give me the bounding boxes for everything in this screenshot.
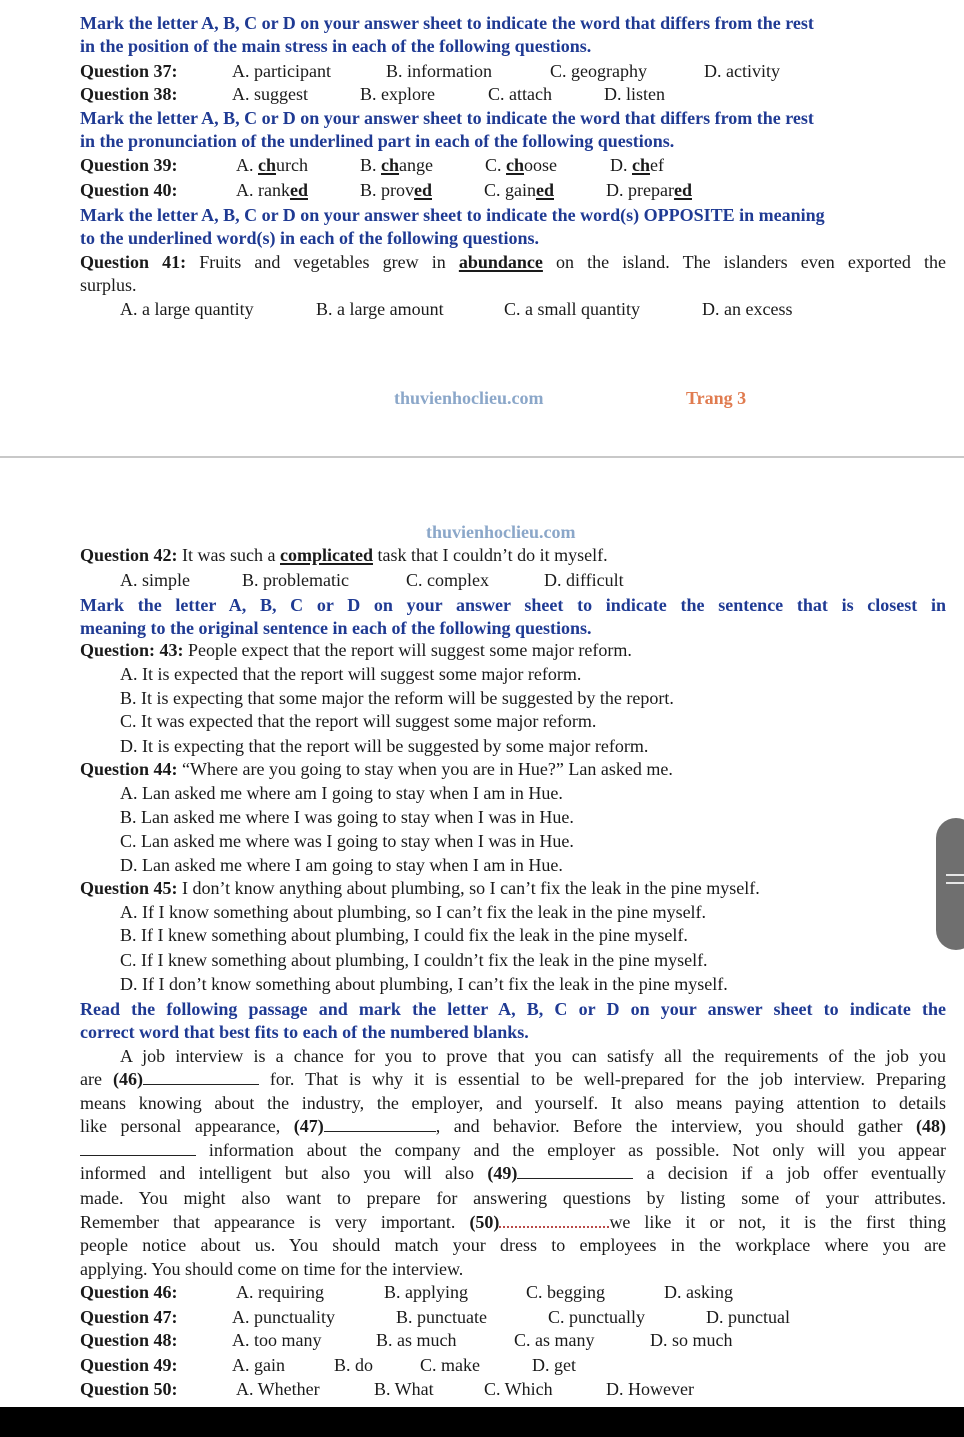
reading-instruction-line1: Read the following passage and mark the letter A, B, C or D on your answer sheet to indicate the: [80, 999, 946, 1019]
question-42-stem: Question 42: It was such a complicated task that I couldn’t do it myself.: [80, 545, 608, 565]
question-48-option-a[interactable]: A. too many: [232, 1330, 322, 1350]
question-41-option-d[interactable]: D. an excess: [702, 299, 793, 319]
underlined-part: ch: [381, 155, 400, 175]
question-41-label: Question 41:: [80, 252, 187, 272]
underlined-word: complicated: [280, 545, 373, 565]
question-46-option-b[interactable]: B. applying: [384, 1282, 468, 1302]
underlined-word: abundance: [458, 252, 543, 272]
question-44-label: Question 44:: [80, 759, 178, 779]
question-37-option-a[interactable]: A. participant: [232, 61, 331, 81]
question-47-option-b[interactable]: B. punctuate: [396, 1307, 487, 1327]
passage-line-4: like personal appearance, (47) , and behavior. Before the interview, you should gather (48): [80, 1116, 946, 1136]
blank-number-47: (47): [293, 1116, 324, 1136]
question-40-option-d[interactable]: D. prepared: [606, 180, 692, 200]
question-37-option-c[interactable]: C. geography: [550, 61, 647, 81]
opposite-instruction-line1: Mark the letter A, B, C or D on your answer sheet to indicate the word(s) OPPOSITE in meaning: [80, 205, 825, 225]
question-42-option-a[interactable]: A. simple: [120, 570, 190, 590]
question-43-option-d[interactable]: D. It is expecting that the report will be suggested by some major reform.: [120, 736, 649, 756]
question-42-label: Question 42:: [80, 545, 178, 565]
blank-50[interactable]: [499, 1212, 609, 1228]
question-41-option-a[interactable]: A. a large quantity: [120, 299, 254, 319]
page-divider: [0, 456, 964, 458]
question-49-option-c[interactable]: C. make: [420, 1355, 480, 1375]
question-45-option-d[interactable]: D. If I don’t know something about plumbing, I can’t fix the leak in the pine myself.: [120, 974, 728, 994]
question-40-option-a[interactable]: A. ranked: [236, 180, 308, 200]
question-42-option-b[interactable]: B. problematic: [242, 570, 349, 590]
question-45-label: Question 45:: [80, 878, 178, 898]
stress-instruction-line1: Mark the letter A, B, C or D on your answer sheet to indicate the word that differs from the rest: [80, 13, 814, 33]
question-45-option-b[interactable]: B. If I knew something about plumbing, I could fix the leak in the pine myself.: [120, 925, 688, 945]
question-50-option-b[interactable]: B. What: [374, 1379, 434, 1399]
question-47-option-a[interactable]: A. punctuality: [232, 1307, 335, 1327]
blank-number-49: (49): [487, 1163, 518, 1183]
question-43-option-c[interactable]: C. It was expected that the report will suggest some major reform.: [120, 711, 597, 731]
passage-line-10: applying. You should come on time for the interview.: [80, 1259, 464, 1279]
question-50-label: Question 50:: [80, 1379, 178, 1399]
question-46-option-c[interactable]: C. begging: [526, 1282, 605, 1302]
underlined-part: ch: [506, 155, 525, 175]
question-39-label: Question 39:: [80, 155, 178, 175]
question-49-option-d[interactable]: D. get: [532, 1355, 576, 1375]
question-50-option-d[interactable]: D. However: [606, 1379, 694, 1399]
question-38-option-d[interactable]: D. listen: [604, 84, 665, 104]
question-44-option-d[interactable]: D. Lan asked me where I am going to stay when I am in Hue.: [120, 855, 563, 875]
question-48-option-b[interactable]: B. as much: [376, 1330, 457, 1350]
question-47-option-d[interactable]: D. punctual: [706, 1307, 790, 1327]
underlined-part: ch: [632, 155, 650, 175]
question-48-option-d[interactable]: D. so much: [650, 1330, 733, 1350]
blank-48[interactable]: [80, 1139, 196, 1156]
question-39-option-d[interactable]: D. chef: [610, 155, 664, 175]
question-47-label: Question 47:: [80, 1307, 178, 1327]
question-49-option-b[interactable]: B. do: [334, 1355, 374, 1375]
passage-line-3: means knowing about the industry, the employer, and yourself. It also means paying attention to details: [80, 1093, 946, 1113]
pronunciation-instruction-line1: Mark the letter A, B, C or D on your answer sheet to indicate the word that differs from the rest: [80, 108, 814, 128]
question-37-label: Question 37:: [80, 61, 178, 81]
header-site: thuvienhoclieu.com: [426, 522, 576, 542]
underlined-part: ch: [258, 155, 276, 175]
pronunciation-instruction-line2: in the pronunciation of the underlined part in each of the following questions.: [80, 131, 675, 151]
question-41-stem: Question 41: Fruits and vegetables grew in abundance on the island. The islanders even exported the: [80, 252, 946, 272]
question-40-option-c[interactable]: C. gained: [484, 180, 554, 200]
question-46-option-a[interactable]: A. requiring: [236, 1282, 324, 1302]
question-45-stem: Question 45: I don’t know anything about plumbing, so I can’t fix the leak in the pine myself.: [80, 878, 760, 898]
blank-number-50: (50): [469, 1212, 500, 1232]
passage-line-2: are (46) for. That is why it is essential to be well-prepared for the job interview. Preparing: [80, 1069, 946, 1089]
handle-grip-line: [946, 874, 964, 876]
passage-line-8: Remember that appearance is very important. (50) we like it or not, it is the first thing: [80, 1212, 946, 1232]
question-41-stem-line2: surplus.: [80, 275, 137, 295]
question-40-label: Question 40:: [80, 180, 178, 200]
question-38-option-b[interactable]: B. explore: [360, 84, 435, 104]
question-38-option-a[interactable]: A. suggest: [232, 84, 308, 104]
question-41-option-b[interactable]: B. a large amount: [316, 299, 444, 319]
passage-line-1: A job interview is a chance for you to prove that you can satisfy all the requirements of the job you: [120, 1046, 946, 1066]
handle-grip-line: [946, 882, 964, 884]
question-46-option-d[interactable]: D. asking: [664, 1282, 733, 1302]
question-45-option-c[interactable]: C. If I knew something about plumbing, I couldn’t fix the leak in the pine myself.: [120, 950, 708, 970]
question-43-stem: Question: 43: People expect that the report will suggest some major reform.: [80, 640, 632, 660]
underlined-part: ed: [536, 180, 554, 200]
closest-instruction-line2: meaning to the original sentence in each of the following questions.: [80, 618, 592, 638]
question-39-option-c[interactable]: C. choose: [485, 155, 558, 175]
closest-instruction-line1: Mark the letter A, B, C or D on your answer sheet to indicate the sentence that is closest in: [80, 595, 946, 615]
question-43-option-a[interactable]: A. It is expected that the report will suggest some major reform.: [120, 664, 582, 684]
passage-line-6: informed and intelligent but also you will also (49) a decision if a job offer eventually: [80, 1163, 947, 1183]
question-44-option-a[interactable]: A. Lan asked me where am I going to stay when I am in Hue.: [120, 783, 563, 803]
footer-page-number: Trang 3: [686, 388, 747, 408]
question-41-option-c[interactable]: C. a small quantity: [504, 299, 640, 319]
question-39-option-b[interactable]: B. change: [360, 155, 433, 175]
reading-instruction-line2: correct word that best fits to each of the numbered blanks.: [80, 1022, 529, 1042]
blank-number-48: (48): [916, 1116, 946, 1136]
question-38-option-c[interactable]: C. attach: [488, 84, 552, 104]
side-drawer-handle[interactable]: [936, 818, 964, 950]
question-43-label: Question: 43:: [80, 640, 184, 660]
question-47-option-c[interactable]: C. punctually: [548, 1307, 645, 1327]
question-44-stem: Question 44: “Where are you going to stay when you are in Hue?” Lan asked me.: [80, 759, 673, 779]
question-38-label: Question 38:: [80, 84, 178, 104]
blank-49[interactable]: [517, 1162, 633, 1179]
blank-number-46: (46): [112, 1069, 143, 1089]
question-48-label: Question 48:: [80, 1330, 178, 1350]
question-42-option-c[interactable]: C. complex: [406, 570, 489, 590]
question-43-option-b[interactable]: B. It is expecting that some major the reform will be suggested by the report.: [120, 688, 674, 708]
passage-line-9: people notice about us. You should match your dress to employees in the workplace where you are: [80, 1235, 946, 1255]
footer-site: thuvienhoclieu.com: [394, 388, 544, 408]
bottom-bar: [0, 1407, 964, 1437]
question-39-option-a[interactable]: A. church: [236, 155, 308, 175]
question-46-label: Question 46:: [80, 1282, 178, 1302]
blank-47[interactable]: [324, 1115, 436, 1132]
question-37-option-b[interactable]: B. information: [386, 61, 492, 81]
question-44-option-c[interactable]: C. Lan asked me where was I going to stay when I was in Hue.: [120, 831, 574, 851]
question-50-option-a[interactable]: A. Whether: [236, 1379, 320, 1399]
question-50-option-c[interactable]: C. Which: [484, 1379, 553, 1399]
underlined-part: ed: [414, 180, 432, 200]
question-49-label: Question 49:: [80, 1355, 178, 1375]
stress-instruction-line2: in the position of the main stress in each of the following questions.: [80, 36, 592, 56]
question-42-option-d[interactable]: D. difficult: [544, 570, 624, 590]
blank-46[interactable]: [143, 1068, 259, 1085]
underlined-part: ed: [289, 180, 308, 200]
underlined-part: ed: [673, 180, 692, 200]
question-45-option-a[interactable]: A. If I know something about plumbing, so I can’t fix the leak in the pine myself.: [120, 902, 707, 922]
question-40-option-b[interactable]: B. proved: [360, 180, 432, 200]
passage-line-7: made. You might also want to prepare for answering questions by listing some of your attributes.: [80, 1188, 946, 1208]
question-49-option-a[interactable]: A. gain: [232, 1355, 285, 1375]
question-44-option-b[interactable]: B. Lan asked me where I was going to stay when I was in Hue.: [120, 807, 574, 827]
question-48-option-c[interactable]: C. as many: [514, 1330, 595, 1350]
passage-line-5: information about the company and the employer as possible. Not only will you appear: [80, 1139, 946, 1161]
opposite-instruction-line2: to the underlined word(s) in each of the following questions.: [80, 228, 540, 248]
question-37-option-d[interactable]: D. activity: [704, 61, 780, 81]
